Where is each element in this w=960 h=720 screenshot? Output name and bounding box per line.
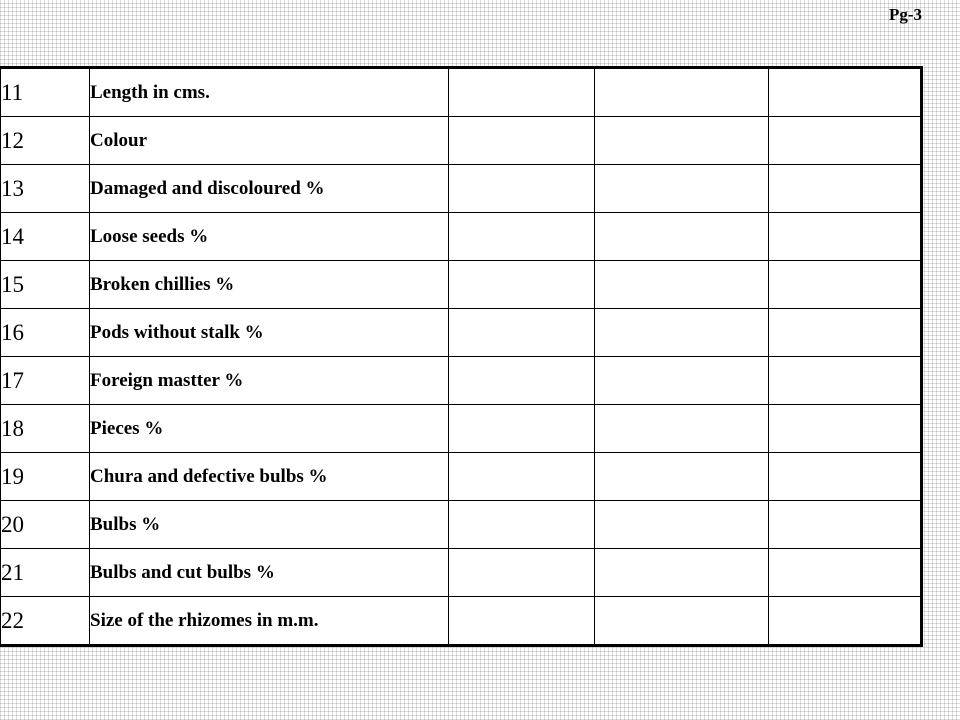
blank-value-cell-2 bbox=[595, 405, 769, 453]
blank-value-cell-3 bbox=[769, 549, 922, 597]
blank-value-cell-1 bbox=[449, 501, 595, 549]
parameter-cell: Chura and defective bulbs % bbox=[90, 453, 449, 501]
blank-value-cell-2 bbox=[595, 357, 769, 405]
blank-value-cell-1 bbox=[449, 357, 595, 405]
blank-value-cell-3 bbox=[769, 213, 922, 261]
blank-value-cell-1 bbox=[449, 309, 595, 357]
blank-value-cell-2 bbox=[595, 309, 769, 357]
blank-value-cell-2 bbox=[595, 597, 769, 646]
blank-value-cell-1 bbox=[449, 117, 595, 165]
row-number-cell: 11 bbox=[1, 68, 90, 117]
blank-value-cell-1 bbox=[449, 549, 595, 597]
table-row bbox=[1, 597, 922, 646]
blank-value-cell-2 bbox=[595, 165, 769, 213]
blank-value-cell-3 bbox=[769, 117, 922, 165]
parameter-cell: Damaged and discoloured % bbox=[90, 165, 449, 213]
parameter-cell: Bulbs and cut bulbs % bbox=[90, 549, 449, 597]
specification-table bbox=[0, 66, 923, 647]
table-row bbox=[1, 501, 922, 549]
parameter-cell: Loose seeds % bbox=[90, 213, 449, 261]
parameter-cell: Broken chillies % bbox=[90, 261, 449, 309]
blank-value-cell-1 bbox=[449, 68, 595, 117]
row-number-cell: 13 bbox=[1, 165, 90, 213]
blank-value-cell-2 bbox=[595, 117, 769, 165]
blank-value-cell-1 bbox=[449, 597, 595, 646]
blank-value-cell-2 bbox=[595, 213, 769, 261]
blank-value-cell-1 bbox=[449, 261, 595, 309]
blank-value-cell-3 bbox=[769, 68, 922, 117]
parameter-cell: Size of the rhizomes in m.m. bbox=[90, 597, 449, 646]
row-number-cell: 12 bbox=[1, 117, 90, 165]
table-row bbox=[1, 117, 922, 165]
table-row bbox=[1, 453, 922, 501]
table-row bbox=[1, 549, 922, 597]
row-number-cell: 16 bbox=[1, 309, 90, 357]
blank-value-cell-3 bbox=[769, 165, 922, 213]
blank-value-cell-3 bbox=[769, 405, 922, 453]
blank-value-cell-2 bbox=[595, 453, 769, 501]
blank-value-cell-1 bbox=[449, 453, 595, 501]
blank-value-cell-1 bbox=[449, 213, 595, 261]
table-row bbox=[1, 357, 922, 405]
parameter-cell: Bulbs % bbox=[90, 501, 449, 549]
blank-value-cell-3 bbox=[769, 597, 922, 646]
parameter-cell: Length in cms. bbox=[90, 68, 449, 117]
row-number-cell: 21 bbox=[1, 549, 90, 597]
row-number-cell: 15 bbox=[1, 261, 90, 309]
blank-value-cell-2 bbox=[595, 549, 769, 597]
table-row bbox=[1, 213, 922, 261]
table-row bbox=[1, 261, 922, 309]
table-row bbox=[1, 405, 922, 453]
row-number-cell: 20 bbox=[1, 501, 90, 549]
table-row bbox=[1, 68, 922, 117]
blank-value-cell-3 bbox=[769, 309, 922, 357]
row-number-cell: 17 bbox=[1, 357, 90, 405]
blank-value-cell-1 bbox=[449, 165, 595, 213]
table-row bbox=[1, 165, 922, 213]
parameter-cell: Pieces % bbox=[90, 405, 449, 453]
blank-value-cell-3 bbox=[769, 501, 922, 549]
row-number-cell: 18 bbox=[1, 405, 90, 453]
parameter-cell: Foreign mastter % bbox=[90, 357, 449, 405]
blank-value-cell-2 bbox=[595, 501, 769, 549]
table-row bbox=[1, 309, 922, 357]
blank-value-cell-1 bbox=[449, 405, 595, 453]
blank-value-cell-3 bbox=[769, 261, 922, 309]
table-body bbox=[1, 68, 922, 646]
blank-value-cell-3 bbox=[769, 453, 922, 501]
row-number-cell: 19 bbox=[1, 453, 90, 501]
row-number-cell: 22 bbox=[1, 597, 90, 646]
page-number-label: Pg-3 bbox=[888, 5, 922, 24]
blank-value-cell-2 bbox=[595, 68, 769, 117]
parameter-cell: Colour bbox=[90, 117, 449, 165]
parameter-cell: Pods without stalk % bbox=[90, 309, 449, 357]
blank-value-cell-3 bbox=[769, 357, 922, 405]
row-number-cell: 14 bbox=[1, 213, 90, 261]
blank-value-cell-2 bbox=[595, 261, 769, 309]
